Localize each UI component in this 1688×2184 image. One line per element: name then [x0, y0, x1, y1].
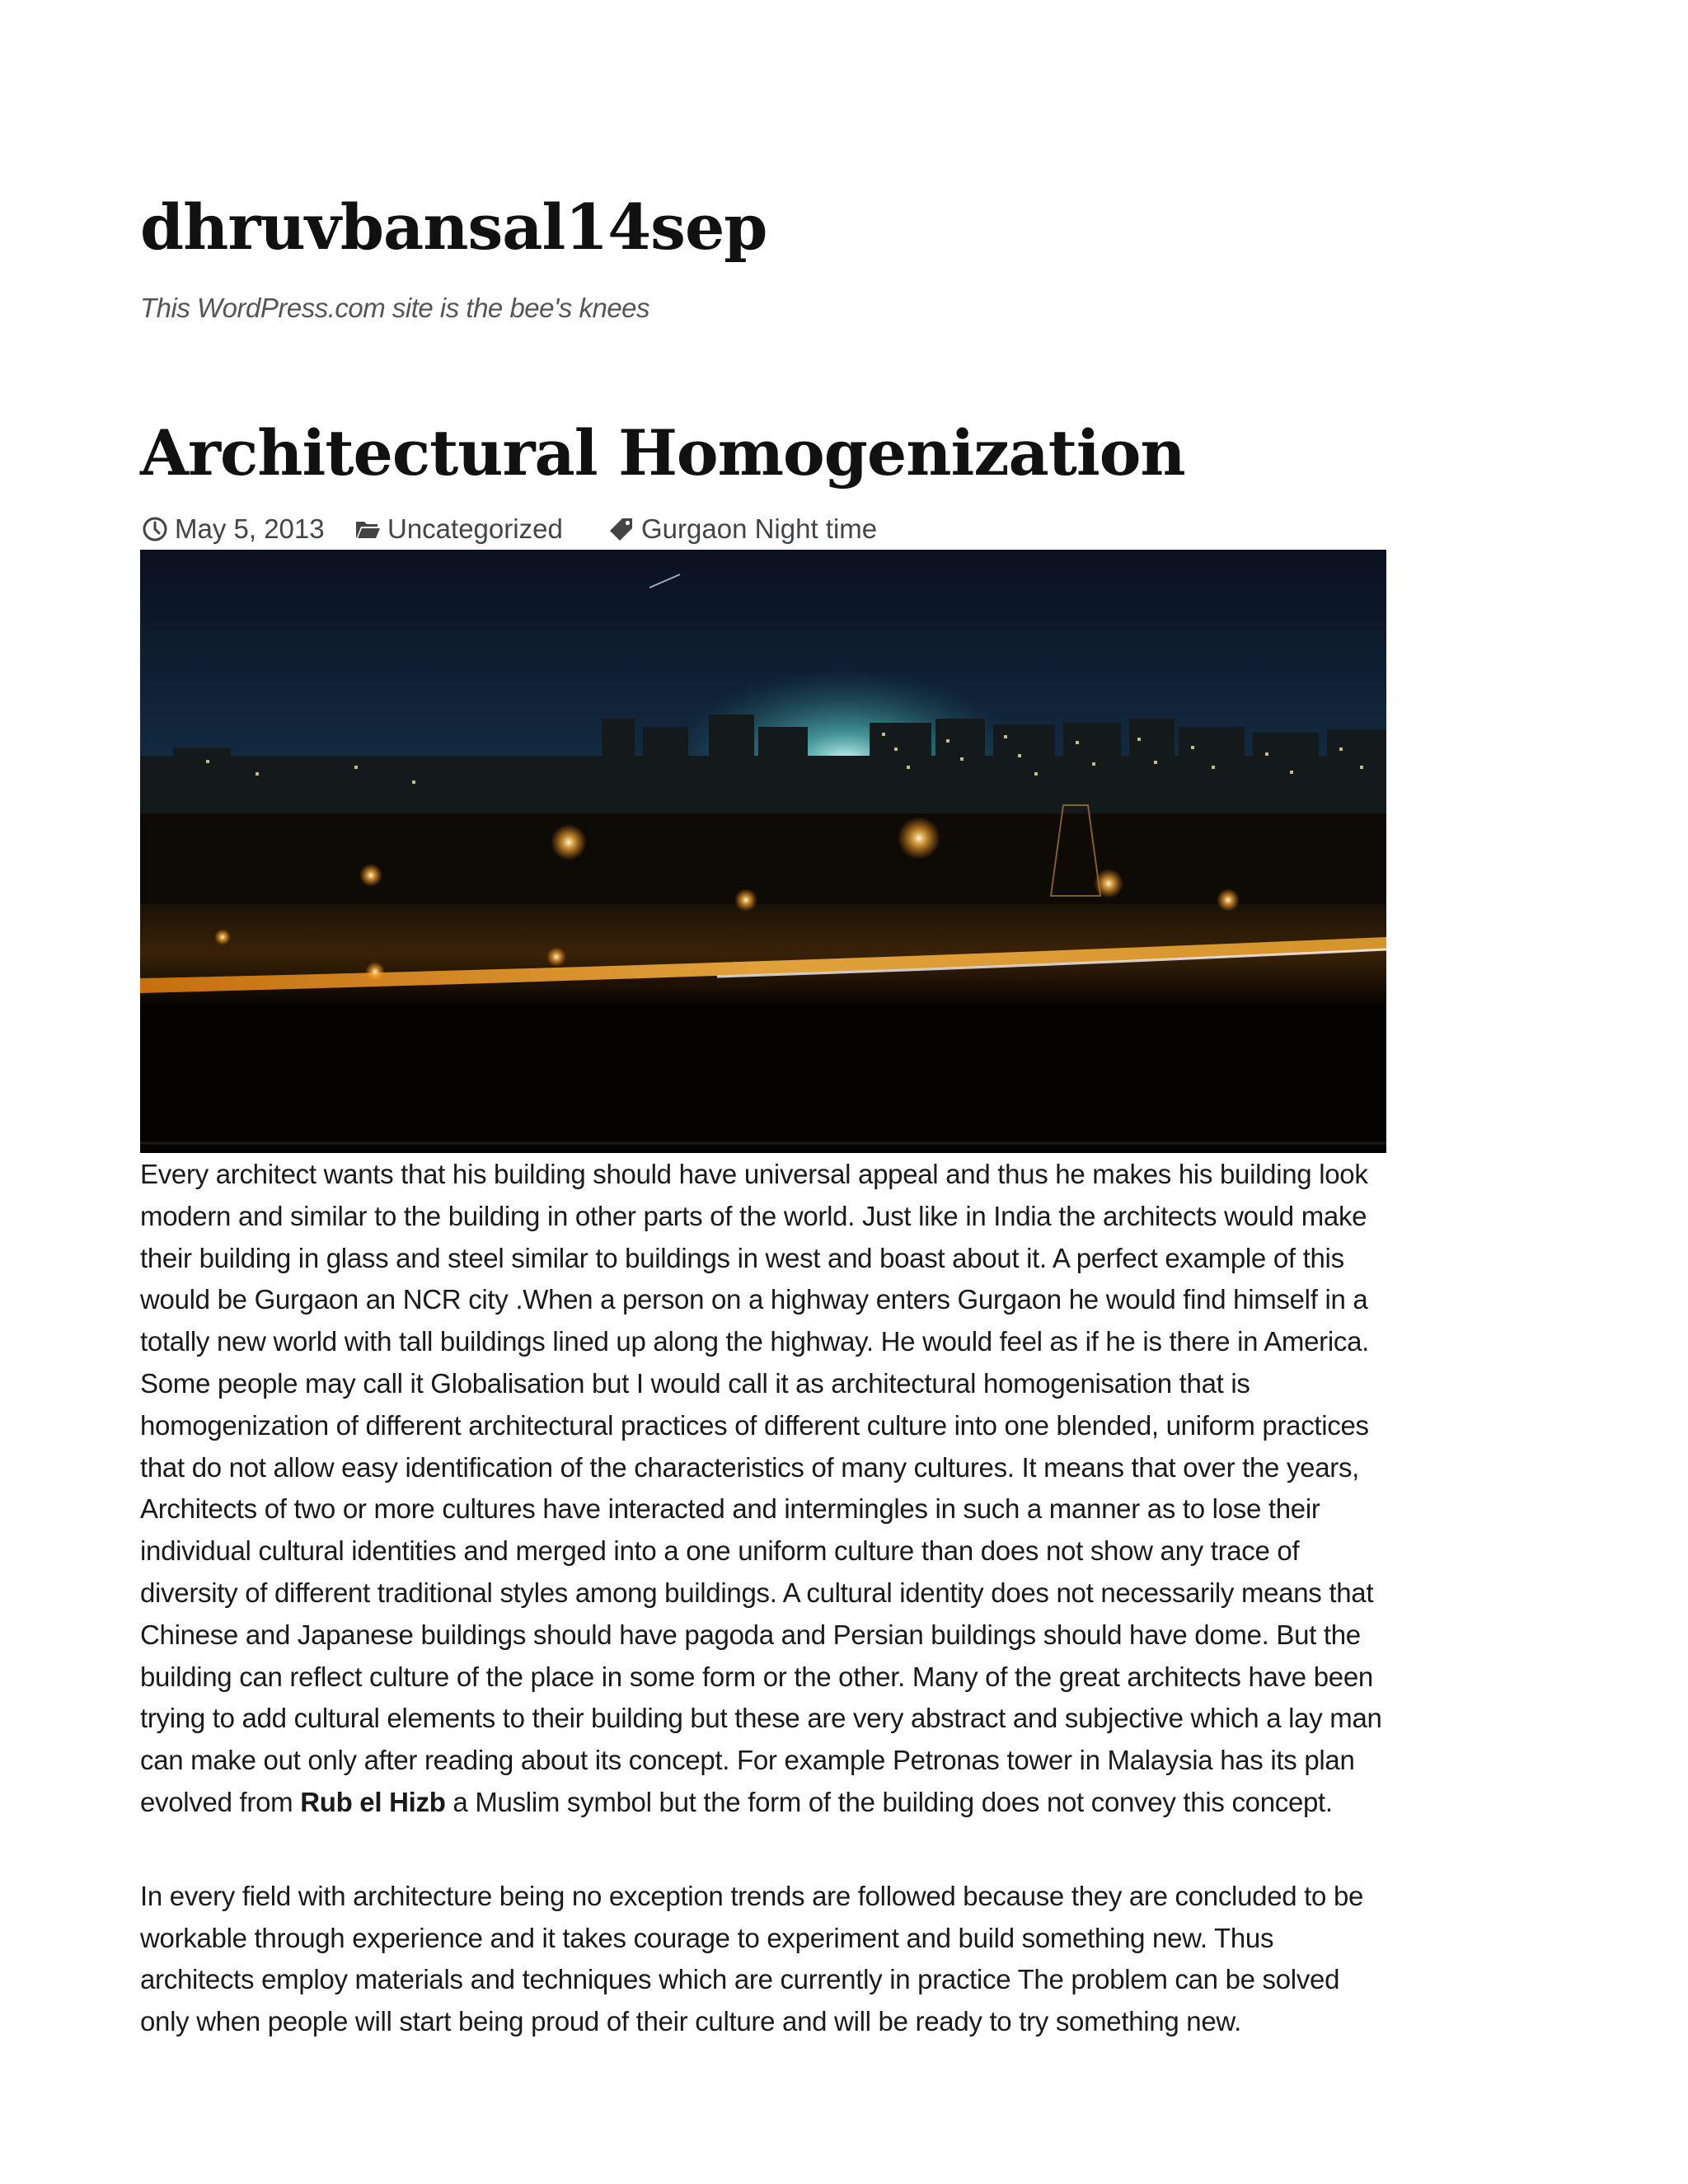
post-paragraph-2: In every field with architecture being no exception trends are followed because they are concluded to be workable through experience and it takes courage to experiment and build something new. Thus architects employ materials and techniques which are currently in practice The problem can be solved only when people will start being proud of their culture and will be ready to try something new. — [140, 1880, 1364, 2037]
post-tag[interactable] — [608, 513, 877, 545]
post-date-label: May 5, 2013 — [175, 513, 325, 544]
tag-icon — [608, 516, 635, 542]
post-meta — [142, 511, 877, 547]
featured-image — [140, 550, 1386, 1153]
post-tag-label: Gurgaon Night time — [641, 513, 878, 544]
post-paragraph-1 — [140, 1154, 1391, 1824]
clock-icon — [142, 516, 168, 542]
post-content — [140, 1154, 1391, 2043]
post-title[interactable]: Architectural Homogenization — [140, 416, 1185, 490]
paragraph-1-text-start: Every architect wants that his building should have universal appeal and thus he makes his building look modern and similar to the building in other parts of the world. Just like in India the architects would make their building in glass and steel similar to buildings in west and boast about it. A perfect example of this would be Gurgaon an NCR city .When a person on a highway enters Gurgaon he would find himself in a totally new world with tall buildings lined up along the highway. He would feel as if he is there in America. Some people may call it Globalisation but I would call it as architectural homogenisation that is homogenization of different architectural practices of different culture into one blended, uniform practices that do not allow easy identification of the characteristics of many cultures. It means that over the years, Architects of two or more cultures have interacted and intermingles in such a manner as to lose their individual cultural identities and merged into a one uniform culture than does not show any trace of diversity of different traditional styles among buildings. A cultural identity does not necessarily means that Chinese and Japanese buildings should have pagoda and Persian buildings should have dome. But the building can reflect culture of the place in some form or the other. Many of the great architects have been trying to add cultural elements to their building but these are very abstract and subjective which a lay man can make out only after reading about its concept. For example Petronas tower in Malaysia has its plan evolved from — [140, 1159, 1382, 1817]
post-category-label: Uncategorized — [387, 513, 563, 544]
paragraph-1-bold-term: Rub el Hizb — [300, 1786, 446, 1817]
paragraph-1-text-end: a Muslim symbol but the form of the building does not convey this concept. — [445, 1786, 1333, 1817]
site-description: This WordPress.com site is the bee's knees — [140, 293, 650, 323]
folder-icon — [354, 518, 381, 541]
post-category[interactable] — [354, 513, 608, 545]
site-title[interactable]: dhruvbansal14sep — [140, 190, 767, 264]
post-date[interactable] — [142, 513, 354, 545]
